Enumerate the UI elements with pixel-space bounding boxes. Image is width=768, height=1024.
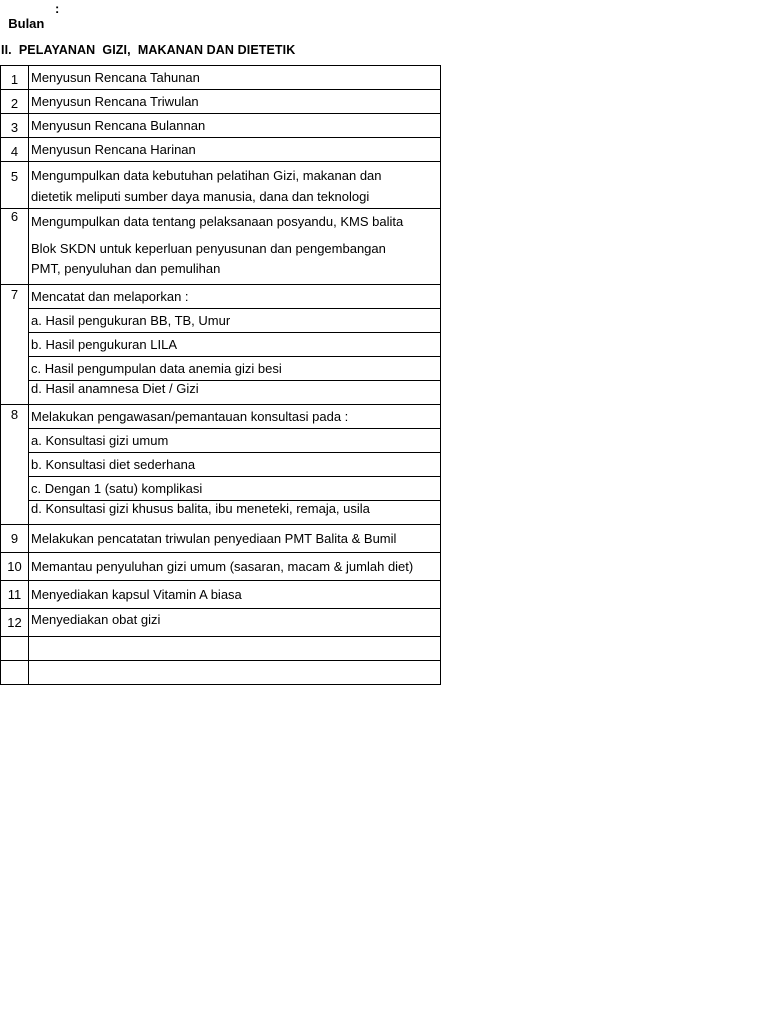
table-row [1,90,441,114]
row-subitem: c. Dengan 1 (satu) komplikasi [29,477,441,501]
row-number: 12 [7,614,22,630]
row-text: Menyediakan obat gizi [29,609,441,637]
row-subitem: d. Hasil anamnesa Diet / Gizi [29,381,441,405]
row-subitem: a. Konsultasi gizi umum [29,429,441,453]
row-number: 9 [10,530,19,546]
bulan-field [1,1,60,46]
row-number: 10 [7,558,22,574]
row-subitem: b. Hasil pengukuran LILA [29,333,441,357]
row-number-cell [1,162,29,209]
row-subitem: a. Hasil pengukuran BB, TB, Umur [29,309,441,333]
row-text: Melakukan pencatatan triwulan penyediaan PMT Balita & Bumil [29,525,441,553]
table-row-empty [1,637,441,661]
table-row [1,162,441,209]
row-text-cell [29,209,441,285]
row-text-line: dietetik meliputi sumber daya manusia, dana dan teknologi [31,189,370,204]
row-text-line: Mengumpulkan data kebutuhan pelatihan Gizi, makanan dan [31,168,382,183]
row-number-cell [1,581,29,609]
table-row [1,285,441,309]
table-row [1,477,441,501]
row-number-cell [1,90,29,114]
table-row [1,453,441,477]
row-number: 7 [10,287,19,302]
table-row [1,553,441,581]
row-text: Memantau penyuluhan gizi umum (sasaran, macam & jumlah diet) [29,553,441,581]
row-subitem: d. Konsultasi gizi khusus balita, ibu meneteki, remaja, usila [29,501,441,525]
row-text [29,637,441,661]
table-row [1,501,441,525]
row-text: Menyediakan kapsul Vitamin A biasa [29,581,441,609]
row-number: 6 [10,209,19,224]
row-text: Menyusun Rencana Tahunan [29,66,441,90]
row-subitem: b. Konsultasi diet sederhana [29,453,441,477]
row-number-cell [1,285,29,405]
table-row [1,357,441,381]
activity-table [0,65,441,685]
table-row [1,333,441,357]
row-number: 8 [10,407,19,422]
row-number-cell [1,405,29,525]
row-number: 4 [10,144,19,159]
table-row [1,381,441,405]
table-row [1,429,441,453]
row-number-cell [1,66,29,90]
row-number: 2 [10,96,19,111]
table-row [1,114,441,138]
table-row [1,209,441,285]
row-number-cell [1,138,29,162]
table-row [1,66,441,90]
table-row [1,525,441,553]
table-row [1,309,441,333]
row-text [29,661,441,685]
row-text: Menyusun Rencana Triwulan [29,90,441,114]
row-number: 5 [10,169,19,184]
row-subitem: c. Hasil pengumpulan data anemia gizi besi [29,357,441,381]
row-text-line: Mengumpulkan data tentang pelaksanaan posyandu, KMS balita [31,214,404,229]
row-number-cell [1,661,29,685]
row-text: Melakukan pengawasan/pemantauan konsultasi pada : [29,405,441,429]
row-number-cell [1,525,29,553]
row-number-cell [1,209,29,285]
table-row-empty [1,661,441,685]
table-row [1,581,441,609]
row-text: Mencatat dan melaporkan : [29,285,441,309]
row-text: Menyusun Rencana Harinan [29,138,441,162]
row-number-cell [1,553,29,581]
row-number-cell [1,637,29,661]
section-title: II. PELAYANAN GIZI, MAKANAN DAN DIETETIK [1,43,296,57]
table-row [1,405,441,429]
row-number: 3 [10,120,19,135]
bulan-label: Bulan [8,16,45,31]
table-row [1,138,441,162]
row-number-cell [1,609,29,637]
row-text-line: PMT, penyuluhan dan pemulihan [31,261,221,276]
row-text-line: Blok SKDN untuk keperluan penyusunan dan pengembangan [31,241,386,256]
row-number: 1 [10,72,19,87]
table-row [1,609,441,637]
row-text-cell [29,162,441,209]
bulan-colon: : [55,1,60,16]
row-text: Menyusun Rencana Bulannan [29,114,441,138]
row-number: 11 [7,586,22,602]
row-number-cell [1,114,29,138]
